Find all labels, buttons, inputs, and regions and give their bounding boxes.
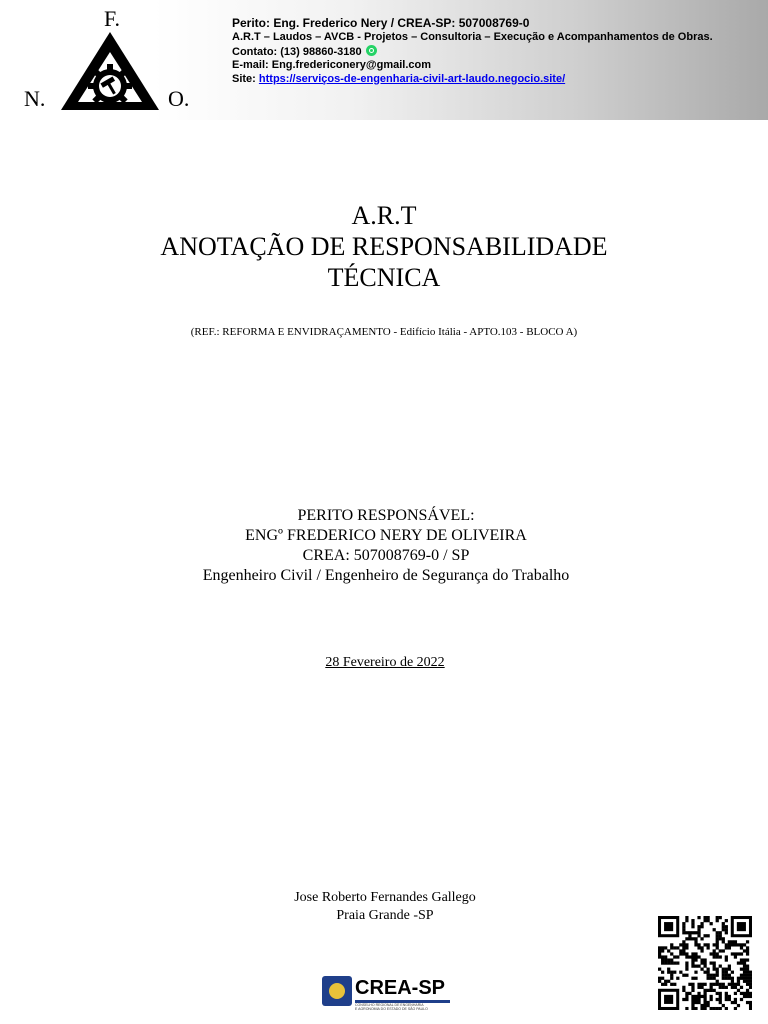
whatsapp-icon xyxy=(366,45,377,56)
logo-letter-n: N. xyxy=(24,86,46,111)
perito-name: ENGº FREDERICO NERY DE OLIVEIRA xyxy=(245,527,527,544)
header-services-line: A.R.T – Laudos – AVCB - Projetos – Consultoria – Execução e Acompanhamentos de Obras. xyxy=(232,31,713,43)
client-city: Praia Grande -SP xyxy=(336,908,434,923)
crea-subtitle-line-2: E AGRONOMIA DO ESTADO DE SÃO PAULO xyxy=(355,1007,428,1011)
crea-logo-name: CREA-SP xyxy=(355,977,446,999)
crea-logo-subtitle xyxy=(355,1003,428,1011)
header-contact-line xyxy=(232,45,713,60)
site-label: Site: xyxy=(232,72,256,85)
perito-block xyxy=(0,506,768,586)
title-line-2: ANOTAÇÃO DE RESPONSABILIDADE xyxy=(160,232,608,261)
perito-crea: CREA: 507008769-0 / SP xyxy=(302,547,470,564)
site-link[interactable]: https://serviços-de-engenharia-civil-art-laudo.negocio.site/ xyxy=(258,72,566,85)
reference-line: (REF.: REFORMA E ENVIDRAÇAMENTO - Edifício Itália - APTO.103 - BLOCO A) xyxy=(190,326,578,338)
title-line-1: A.R.T xyxy=(351,201,417,230)
letterhead xyxy=(0,0,768,120)
qr-code-icon[interactable] xyxy=(658,916,752,1010)
company-logo xyxy=(18,6,203,114)
header-phone: Contato: (13) 98860-3180 xyxy=(232,45,362,58)
header-email-line: E-mail: Eng.fredericonery@gmail.com xyxy=(232,59,431,71)
crea-subtitle-line-1: CONSELHO REGIONAL DE ENGENHARIA xyxy=(355,1003,424,1007)
header-perito-line: Perito: Eng. Frederico Nery / CREA-SP: 507008769-0 xyxy=(232,16,530,30)
perito-label: PERITO RESPONSÁVEL: xyxy=(297,507,475,524)
logo-letter-f: F. xyxy=(104,6,120,31)
document-date: 28 Fevereiro de 2022 xyxy=(325,655,445,670)
perito-role: Engenheiro Civil / Engenheiro de Segurança do Trabalho xyxy=(202,567,570,584)
document-title xyxy=(0,200,768,293)
crea-sp-logo xyxy=(322,976,454,1010)
client-block xyxy=(0,889,768,925)
header-site-line xyxy=(232,73,713,87)
client-name: Jose Roberto Fernandes Gallego xyxy=(294,890,476,905)
header-contact-block xyxy=(232,16,713,86)
crea-emblem-icon xyxy=(322,976,352,1006)
logo-letter-o: O. xyxy=(168,86,190,111)
triangle-gear-icon xyxy=(58,30,162,112)
title-line-3: TÉCNICA xyxy=(327,263,441,292)
